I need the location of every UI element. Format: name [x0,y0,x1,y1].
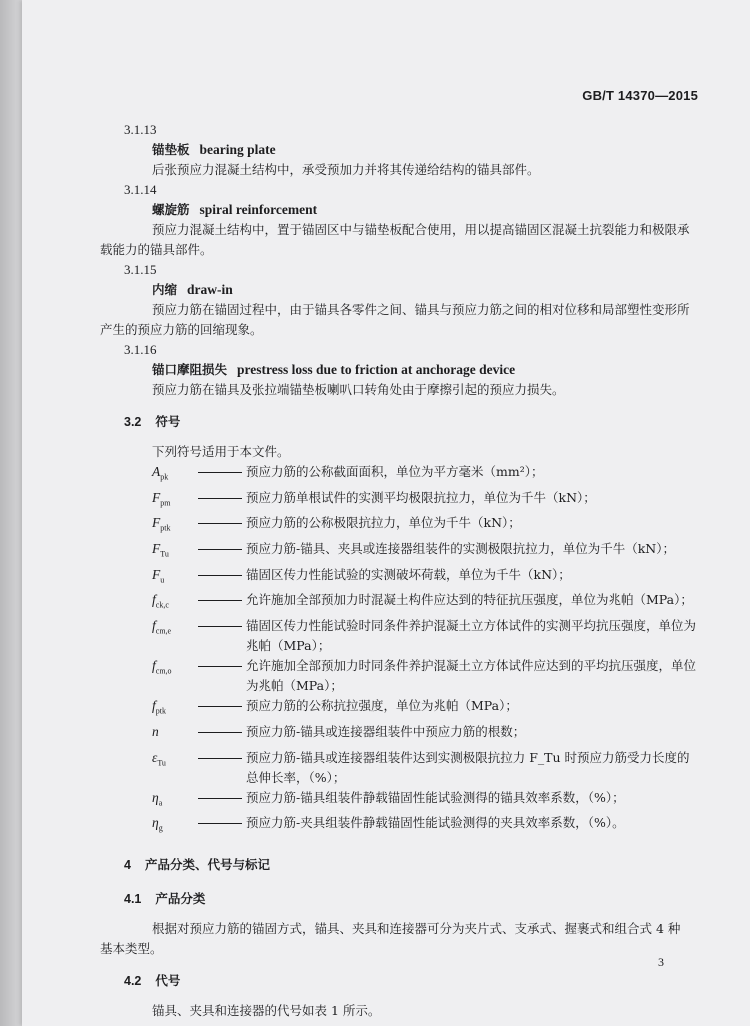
symbol [152,539,198,565]
symbol-letter: η [152,789,159,805]
symbol-letter: ε [152,749,158,765]
symbol-letter: F [152,515,161,531]
term-definition: 后张预应力混凝土结构中，承受预加力并将其传递给结构的锚具部件。 [152,162,540,177]
em-dash [198,513,246,539]
section-title: 产品分类 [155,890,206,906]
em-dash [198,488,246,514]
symbol-description: 锚固区传力性能试验时同条件养护混凝土立方体试件的实测平均抗压强度，单位为兆帕（MPa）； [246,618,697,654]
symbol-row [152,788,700,814]
symbol [152,788,198,814]
em-dash [198,616,246,656]
symbol-description: 预应力筋-锚具、夹具或连接器组装件的实测极限抗拉力，单位为千牛（kN）； [246,541,675,557]
symbol-subscript: g [158,823,163,833]
symbol [152,656,198,696]
symbol-subscript: Tu [157,758,166,768]
symbol-subscript: cm,o [155,666,172,676]
term-number: 3.1.15 [124,262,157,277]
term-title [152,200,700,220]
symbol-letter: F [152,566,161,582]
symbol-description: 预应力筋-锚具或连接器组装件达到实测极限抗拉力 F_Tu 时预应力筋受力长度的总伸长率，（%）； [246,749,690,785]
symbol-row [152,565,700,591]
symbol-row [152,590,700,616]
paragraph: 锚具、夹具和连接器的代号如表 1 所示。 [152,1002,381,1018]
section-number: 4.2 [124,973,142,988]
em-dash [198,722,246,748]
section-heading [124,412,700,432]
symbol [152,488,198,514]
term-en: spiral reinforcement [199,202,318,217]
symbol [152,813,198,839]
symbol-row [152,656,700,696]
symbol-letter: f [152,618,156,634]
symbol-row [152,813,700,839]
term-title [152,280,700,300]
em-dash [198,565,246,591]
term-definition: 预应力混凝土结构中，置于锚固区中与锚垫板配合使用，用以提高锚固区混凝土抗裂能力和极限承载能力的锚具部件。 [100,222,690,257]
symbol-subscript: ptk [155,706,166,716]
section-number: 4.1 [124,891,142,906]
symbol-subscript: ck,c [155,601,169,611]
term-en: bearing plate [199,142,276,157]
term-zh: 锚垫板 [152,142,190,157]
term-en: prestress loss due to friction at anchorage device [237,362,516,377]
symbol-description: 允许施加全部预加力时混凝土构件应达到的特征抗压强度，单位为兆帕（MPa）； [246,592,693,608]
term-number: 3.1.14 [124,182,157,197]
symbol-description: 允许施加全部预加力时同条件养护混凝土立方体试件应达到的平均抗压强度，单位为兆帕（MPa）； [246,658,697,694]
em-dash [198,462,246,488]
em-dash [198,788,246,814]
em-dash [198,748,246,788]
term-number: 3.1.16 [124,342,157,357]
symbol [152,748,198,788]
symbol [152,722,198,748]
term-zh: 内缩 [152,282,178,297]
page-content [100,120,700,1021]
symbol-row [152,696,700,722]
page-number: 3 [658,955,664,969]
section-heading [124,971,700,991]
symbol-letter: f [152,592,156,608]
symbol [152,616,198,656]
symbol-letter: f [152,698,156,714]
term-zh: 螺旋筋 [152,202,190,217]
section-title: 代号 [155,972,181,988]
section-heading [124,889,700,909]
chapter-number: 4 [124,857,131,872]
term-number: 3.1.13 [124,122,157,137]
symbol-letter: f [152,658,156,674]
symbol-row [152,722,700,748]
symbol-letter: η [152,815,159,831]
symbol-description: 预应力筋-锚具或连接器组装件中预应力筋的根数； [246,723,526,739]
em-dash [198,539,246,565]
symbol-letter: A [152,464,161,479]
symbol-description: 预应力筋单根试件的实测平均极限抗拉力，单位为千牛（kN）； [246,489,596,505]
term-title [152,360,700,380]
symbol [152,590,198,616]
symbol-subscript: pm [160,498,171,508]
symbol-row [152,513,700,539]
symbol [152,462,198,488]
paragraph: 根据对预应力筋的锚固方式，锚具、夹具和连接器可分为夹片式、支承式、握裹式和组合式 4 种基本类型。 [100,920,681,956]
symbol-description: 预应力筋的公称极限抗拉力，单位为千牛（kN）； [246,515,521,531]
symbol-subscript: pk [160,472,169,482]
symbol-description: 锚固区传力性能试验的实测破坏荷载，单位为千牛（kN）； [246,566,571,582]
symbol-letter: F [152,541,161,557]
term-title [152,140,700,160]
symbol-description: 预应力筋-锚具组装件静载锚固性能试验测得的锚具效率系数，（%）； [246,789,625,805]
symbol [152,565,198,591]
symbol-letter: n [152,723,159,739]
em-dash [198,696,246,722]
symbol-list [100,462,700,839]
em-dash [198,656,246,696]
document-page [22,0,750,1026]
page-fold [0,0,22,1026]
symbol-subscript: u [160,575,165,585]
symbol-letter: F [152,489,161,505]
symbol-row [152,616,700,656]
symbol-subscript: Tu [160,549,169,559]
em-dash [198,813,246,839]
standard-code: GB/T 14370—2015 [582,88,698,103]
symbol-subscript: ptk [160,524,171,534]
section-number: 3.2 [124,415,142,429]
symbol-description: 预应力筋的公称截面面积，单位为平方毫米（mm²）； [246,464,544,479]
em-dash [198,590,246,616]
section-title: 符号 [155,414,181,429]
term-en: draw-in [187,282,233,297]
chapter-heading [124,855,700,875]
symbol [152,513,198,539]
term-zh: 锚口摩阻损失 [152,362,228,377]
term-definition: 预应力筋在锚固过程中，由于锚具各零件之间、锚具与预应力筋之间的相对位移和局部塑性变形所产生的预应力筋的回缩现象。 [100,302,690,337]
term-definition: 预应力筋在锚具及张拉端锚垫板喇叭口转角处由于摩擦引起的预应力损失。 [152,382,565,397]
symbol-row [152,488,700,514]
symbol [152,696,198,722]
symbol-row [152,462,700,488]
symbol-subscript: a [158,798,163,808]
symbol-row [152,748,700,788]
symbol-subscript: cm,e [155,626,172,636]
symbol-row [152,539,700,565]
symbol-description: 预应力筋-夹具组装件静载锚固性能试验测得的夹具效率系数，（%）。 [246,815,625,831]
symbol-description: 预应力筋的公称抗拉强度，单位为兆帕（MPa）； [246,698,518,714]
chapter-title: 产品分类、代号与标记 [144,856,270,872]
symbols-intro: 下列符号适用于本文件。 [152,444,290,459]
